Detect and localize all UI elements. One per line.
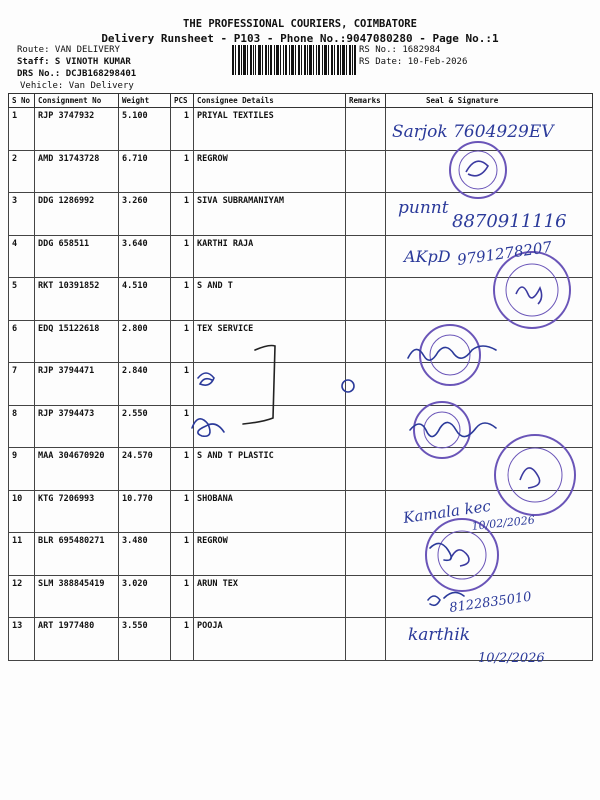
row-consignee [194, 405, 346, 448]
row-sno: 10 [9, 490, 35, 533]
col-pcs: PCS [171, 94, 194, 108]
row-consignee: ARUN TEX [194, 575, 346, 618]
table-row [9, 448, 593, 491]
row-pcs: 1 [171, 108, 194, 151]
row-weight: 2.840 [119, 363, 171, 406]
row-consignment: RKT 10391852 [35, 278, 119, 321]
col-consignment: Consignment No [35, 94, 119, 108]
barcode-icon [232, 45, 356, 75]
table-row [9, 363, 593, 406]
row-consignee: S AND T [194, 278, 346, 321]
row-sno: 2 [9, 150, 35, 193]
row-consignment: BLR 695480271 [35, 533, 119, 576]
row-signature [386, 448, 593, 491]
row-weight: 3.640 [119, 235, 171, 278]
row-consignment: KTG 7206993 [35, 490, 119, 533]
signature-row-4-name: AKpD [404, 247, 451, 266]
row-weight: 3.020 [119, 575, 171, 618]
signature-row-3-phone: 8870911116 [452, 211, 567, 232]
row-sno: 9 [9, 448, 35, 491]
row-sno: 1 [9, 108, 35, 151]
row-consignee: REGROW [194, 533, 346, 576]
row-consignee: PRIYAL TEXTILES [194, 108, 346, 151]
row-signature [386, 575, 593, 618]
table-row [9, 150, 593, 193]
table-row [9, 575, 593, 618]
row-signature [386, 193, 593, 236]
row-remarks [346, 193, 386, 236]
row-weight: 5.100 [119, 108, 171, 151]
row-consignment: EDQ 15122618 [35, 320, 119, 363]
table-row [9, 490, 593, 533]
row-sno: 7 [9, 363, 35, 406]
row-remarks [346, 108, 386, 151]
row-sno: 6 [9, 320, 35, 363]
row-pcs: 1 [171, 575, 194, 618]
table-row [9, 193, 593, 236]
company-title: THE PROFESSIONAL COURIERS, COIMBATORE [183, 18, 417, 30]
row-weight: 3.480 [119, 533, 171, 576]
runsheet-subtitle: Delivery Runsheet - P103 - Phone No.:9047080280 - Page No.:1 [101, 32, 499, 45]
signature-row-12: 8122835010 [448, 589, 533, 616]
col-seal-signature: Seal & Signature [386, 94, 593, 108]
row-consignee: TEX SERVICE [194, 320, 346, 363]
table-row [9, 278, 593, 321]
signature-row-10: Kamala kec [402, 496, 492, 527]
row-consignment: RJP 3747932 [35, 108, 119, 151]
row-pcs: 1 [171, 533, 194, 576]
row-consignee: S AND T PLASTIC [194, 448, 346, 491]
row-remarks [346, 278, 386, 321]
row-remarks [346, 363, 386, 406]
row-pcs: 1 [171, 363, 194, 406]
row-weight: 10.770 [119, 490, 171, 533]
row-consignment: RJP 3794471 [35, 363, 119, 406]
rs-number: RS No.: 1682984 [359, 45, 441, 55]
col-consignee: Consignee Details [194, 94, 346, 108]
table-header-row [9, 94, 593, 108]
table-row [9, 108, 593, 151]
row-signature [386, 235, 593, 278]
row-consignee: POOJA [194, 618, 346, 661]
row-remarks [346, 150, 386, 193]
row-signature [386, 618, 593, 661]
rs-date: RS Date: 10-Feb-2026 [359, 57, 468, 67]
row-sno: 12 [9, 575, 35, 618]
col-remarks: Remarks [346, 94, 386, 108]
vehicle-label: Vehicle: Van Delivery [20, 81, 134, 91]
row-consignment: AMD 31743728 [35, 150, 119, 193]
signature-row-1: Sarjok 7604929EV [392, 122, 554, 142]
staff-label: Staff: S VINOTH KUMAR [17, 57, 131, 67]
row-remarks [346, 405, 386, 448]
row-consignee: REGROW [194, 150, 346, 193]
route-label: Route: VAN DELIVERY [17, 45, 120, 55]
row-weight: 3.550 [119, 618, 171, 661]
row-weight: 3.260 [119, 193, 171, 236]
table-row [9, 235, 593, 278]
row-signature [386, 533, 593, 576]
row-pcs: 1 [171, 235, 194, 278]
row-consignee: SIVA SUBRAMANIYAM [194, 193, 346, 236]
row-weight: 6.710 [119, 150, 171, 193]
signature-row-3-name: punnt [398, 198, 449, 218]
row-weight: 2.800 [119, 320, 171, 363]
row-remarks [346, 320, 386, 363]
row-sno: 3 [9, 193, 35, 236]
table-row [9, 618, 593, 661]
row-consignment: SLM 388845419 [35, 575, 119, 618]
signature-row-4-phone: 9791278207 [456, 237, 554, 269]
table-row [9, 533, 593, 576]
row-remarks [346, 490, 386, 533]
row-weight: 2.550 [119, 405, 171, 448]
row-pcs: 1 [171, 278, 194, 321]
row-consignment: RJP 3794473 [35, 405, 119, 448]
row-remarks [346, 235, 386, 278]
row-sno: 5 [9, 278, 35, 321]
row-signature [386, 363, 593, 406]
row-signature [386, 490, 593, 533]
signature-row-13-date: 10/2/2026 [478, 651, 545, 666]
row-signature [386, 278, 593, 321]
row-sno: 4 [9, 235, 35, 278]
signature-row-10-date: 10/02/2026 [470, 513, 536, 533]
row-signature [386, 320, 593, 363]
row-sno: 8 [9, 405, 35, 448]
row-sno: 11 [9, 533, 35, 576]
row-consignment: DDG 658511 [35, 235, 119, 278]
row-pcs: 1 [171, 405, 194, 448]
row-sno: 13 [9, 618, 35, 661]
runsheet-table [8, 93, 593, 661]
row-remarks [346, 448, 386, 491]
row-consignment: MAA 304670920 [35, 448, 119, 491]
row-weight: 4.510 [119, 278, 171, 321]
row-pcs: 1 [171, 193, 194, 236]
row-weight: 24.570 [119, 448, 171, 491]
row-pcs: 1 [171, 150, 194, 193]
row-consignment: DDG 1286992 [35, 193, 119, 236]
col-weight: Weight [119, 94, 171, 108]
drs-label: DRS No.: DCJB168298401 [17, 69, 137, 79]
row-consignment: ART 1977480 [35, 618, 119, 661]
row-consignee: SHOBANA [194, 490, 346, 533]
table-row [9, 405, 593, 448]
row-remarks [346, 618, 386, 661]
row-signature [386, 405, 593, 448]
row-pcs: 1 [171, 320, 194, 363]
table-row [9, 320, 593, 363]
row-remarks [346, 533, 386, 576]
row-pcs: 1 [171, 490, 194, 533]
row-consignee [194, 363, 346, 406]
row-consignee: KARTHI RAJA [194, 235, 346, 278]
row-remarks [346, 575, 386, 618]
col-sno: S No [9, 94, 35, 108]
row-pcs: 1 [171, 618, 194, 661]
row-pcs: 1 [171, 448, 194, 491]
signature-row-13-name: karthik [408, 625, 471, 645]
row-signature [386, 108, 593, 151]
row-signature [386, 150, 593, 193]
